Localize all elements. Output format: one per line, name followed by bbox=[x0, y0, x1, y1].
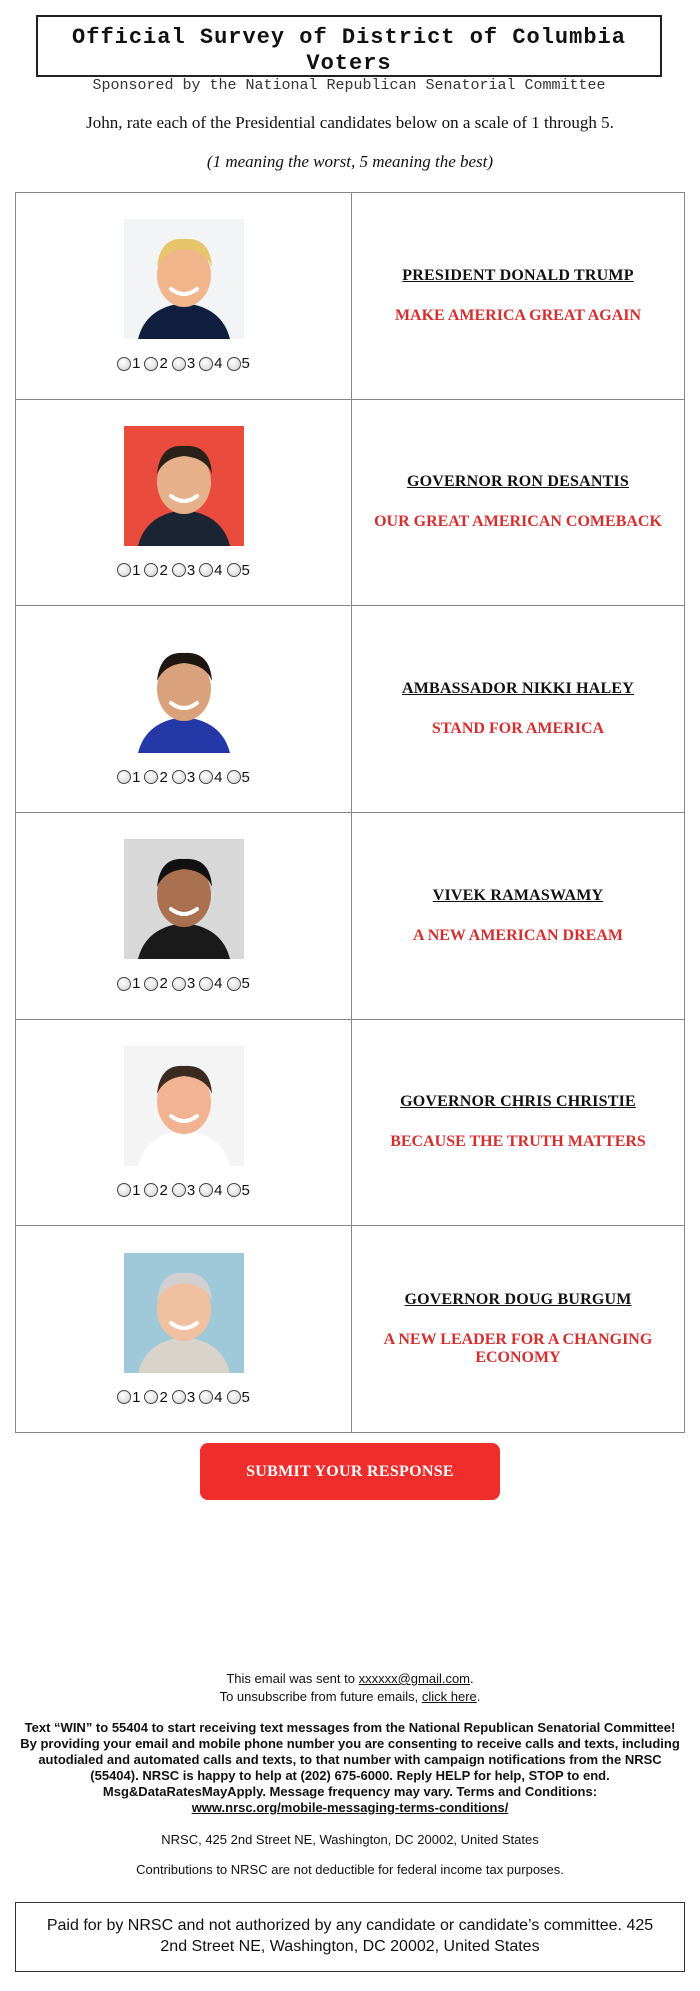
rating-option-label: 3 bbox=[186, 1181, 196, 1199]
rating-option-label: 3 bbox=[186, 975, 196, 993]
candidate-info-cell bbox=[352, 606, 685, 813]
radio-button[interactable] bbox=[144, 977, 158, 991]
radio-button[interactable] bbox=[199, 1390, 213, 1404]
radio-button[interactable] bbox=[172, 1183, 186, 1197]
submit-response-button[interactable]: SUBMIT YOUR RESPONSE bbox=[200, 1443, 500, 1500]
rating-option[interactable] bbox=[144, 975, 167, 992]
candidate-photo bbox=[124, 1253, 244, 1373]
rating-option[interactable] bbox=[172, 1389, 195, 1406]
candidate-row bbox=[16, 606, 685, 813]
candidate-row bbox=[16, 399, 685, 606]
radio-button[interactable] bbox=[144, 770, 158, 784]
rating-option-label: 1 bbox=[132, 1388, 141, 1406]
rating-option[interactable] bbox=[117, 562, 140, 579]
candidate-photo bbox=[124, 219, 244, 339]
radio-button[interactable] bbox=[199, 1183, 213, 1197]
radio-button[interactable] bbox=[199, 770, 213, 784]
radio-button[interactable] bbox=[227, 770, 241, 784]
candidate-rating-cell bbox=[16, 399, 352, 606]
candidate-row bbox=[16, 812, 685, 1019]
radio-button[interactable] bbox=[172, 770, 186, 784]
candidate-slogan: MAKE AMERICA GREAT AGAIN bbox=[394, 306, 642, 324]
radio-button[interactable] bbox=[199, 977, 213, 991]
candidate-portrait-image bbox=[124, 426, 244, 546]
candidate-slogan: OUR GREAT AMERICAN COMEBACK bbox=[374, 513, 662, 531]
candidate-photo bbox=[124, 633, 244, 753]
radio-button[interactable] bbox=[227, 977, 241, 991]
rating-radio-group bbox=[16, 769, 351, 786]
radio-button[interactable] bbox=[117, 770, 131, 784]
sent-to-prefix: This email was sent to bbox=[226, 1671, 359, 1686]
candidate-photo bbox=[124, 1046, 244, 1166]
rating-option-label: 2 bbox=[159, 561, 168, 579]
rating-option-label: 5 bbox=[241, 768, 250, 786]
rating-option[interactable] bbox=[227, 355, 250, 372]
footer-address: NRSC, 425 2nd Street NE, Washington, DC 20002, United States bbox=[161, 1832, 539, 1847]
candidate-slogan: STAND FOR AMERICA bbox=[431, 720, 605, 738]
candidate-rating-cell bbox=[16, 606, 352, 813]
rating-option[interactable] bbox=[172, 355, 195, 372]
rating-option[interactable] bbox=[227, 1182, 250, 1199]
rating-option[interactable] bbox=[172, 1182, 195, 1199]
rating-option[interactable] bbox=[117, 1182, 140, 1199]
radio-button[interactable] bbox=[172, 1390, 186, 1404]
radio-button[interactable] bbox=[117, 1183, 131, 1197]
rating-option-label: 2 bbox=[159, 1181, 168, 1199]
candidate-info-cell bbox=[352, 193, 685, 400]
candidate-rating-cell bbox=[16, 1019, 352, 1226]
rating-option-label: 1 bbox=[132, 768, 141, 786]
radio-button[interactable] bbox=[199, 357, 213, 371]
rating-option-label: 5 bbox=[241, 1388, 250, 1406]
rating-option-label: 3 bbox=[186, 355, 196, 373]
rating-option-label: 2 bbox=[159, 355, 168, 373]
rating-radio-group bbox=[16, 562, 351, 579]
unsubscribe-prefix: To unsubscribe from future emails, bbox=[219, 1689, 422, 1704]
survey-subtitle: Sponsored by the National Republican Senatorial Committee bbox=[92, 77, 606, 94]
rating-option-label: 2 bbox=[159, 768, 168, 786]
candidate-row bbox=[16, 1226, 685, 1433]
candidate-slogan: BECAUSE THE TRUTH MATTERS bbox=[390, 1133, 646, 1151]
unsubscribe-link[interactable]: click here bbox=[421, 1689, 477, 1704]
radio-button[interactable] bbox=[117, 563, 131, 577]
rating-option-label: 1 bbox=[132, 355, 141, 373]
rating-option[interactable] bbox=[172, 562, 195, 579]
radio-button[interactable] bbox=[117, 977, 131, 991]
radio-button[interactable] bbox=[172, 977, 186, 991]
rating-radio-group bbox=[16, 975, 351, 992]
rating-option-label: 1 bbox=[132, 561, 141, 579]
rating-option-label: 4 bbox=[214, 768, 223, 786]
candidate-portrait-image bbox=[124, 1046, 244, 1166]
intro-instructions: John, rate each of the Presidential candidates below on a scale of 1 through 5. bbox=[86, 113, 614, 132]
rating-option[interactable] bbox=[144, 769, 167, 786]
sent-to-suffix: . bbox=[470, 1671, 474, 1686]
radio-button[interactable] bbox=[227, 1390, 241, 1404]
candidate-name: VIVEK RAMASWAMY bbox=[432, 886, 604, 904]
rating-option[interactable] bbox=[199, 769, 222, 786]
rating-option[interactable] bbox=[144, 1389, 167, 1406]
candidate-rating-cell bbox=[16, 812, 352, 1019]
radio-button[interactable] bbox=[172, 563, 186, 577]
rating-option-label: 5 bbox=[241, 561, 250, 579]
candidate-slogan: A NEW AMERICAN DREAM bbox=[413, 926, 623, 944]
footer-recipient bbox=[0, 1670, 700, 1706]
rating-option-label: 4 bbox=[214, 1181, 223, 1199]
rating-option[interactable] bbox=[144, 355, 167, 372]
rating-radio-group bbox=[16, 1182, 351, 1199]
candidate-photo bbox=[124, 426, 244, 546]
rating-option[interactable] bbox=[227, 769, 250, 786]
candidate-name: GOVERNOR CHRIS CHRISTIE bbox=[400, 1093, 636, 1111]
candidate-name: GOVERNOR RON DESANTIS bbox=[406, 473, 629, 491]
rating-option[interactable] bbox=[227, 975, 250, 992]
radio-button[interactable] bbox=[144, 357, 158, 371]
radio-button[interactable] bbox=[144, 563, 158, 577]
rating-option[interactable] bbox=[199, 1389, 222, 1406]
rating-option[interactable] bbox=[227, 1389, 250, 1406]
rating-option-label: 4 bbox=[214, 975, 223, 993]
candidate-portrait-image bbox=[124, 633, 244, 753]
radio-button[interactable] bbox=[172, 357, 186, 371]
survey-title: Official Survey of District of Columbia Voters bbox=[72, 25, 626, 76]
candidate-info-cell bbox=[352, 1019, 685, 1226]
candidate-photo bbox=[124, 839, 244, 959]
rating-option-label: 4 bbox=[214, 1388, 223, 1406]
rating-option-label: 2 bbox=[159, 975, 168, 993]
rating-option[interactable] bbox=[199, 975, 222, 992]
candidate-rating-cell bbox=[16, 1226, 352, 1433]
radio-button[interactable] bbox=[117, 1390, 131, 1404]
radio-button[interactable] bbox=[144, 1183, 158, 1197]
sms-consent-body: Text “WIN” to 55404 to start receiving text messages from the National Republican Senatorial Committee! By providing your email and mobile phone number you are consenting to receive calls and texts, including autodialed and automated calls and texts, to that number with campaign notifications from the NRSC (55404). NRSC is happy to help at (202) 675-6000. Reply HELP for help, STOP to end. Msg&DataRatesMayApply. Message frequency may vary. Terms and Conditions: bbox=[20, 1720, 680, 1799]
rating-option[interactable] bbox=[117, 769, 140, 786]
rating-option-label: 5 bbox=[241, 355, 250, 373]
rating-option-label: 3 bbox=[186, 1388, 196, 1406]
candidate-name: AMBASSADOR NIKKI HALEY bbox=[402, 680, 634, 698]
rating-option[interactable] bbox=[172, 975, 195, 992]
paid-for-disclaimer: Paid for by NRSC and not authorized by any candidate or candidate’s committee. 425 2nd Street NE, Washington, DC 20002, United States bbox=[15, 1902, 685, 1972]
candidate-portrait-image bbox=[124, 839, 244, 959]
footer-tax-note: Contributions to NRSC are not deductible for federal income tax purposes. bbox=[136, 1862, 564, 1877]
rating-option[interactable] bbox=[117, 355, 140, 372]
rating-option[interactable] bbox=[227, 562, 250, 579]
sms-consent-text bbox=[0, 1720, 700, 1816]
rating-option[interactable] bbox=[117, 975, 140, 992]
rating-option[interactable] bbox=[144, 1182, 167, 1199]
radio-button[interactable] bbox=[199, 563, 213, 577]
radio-button[interactable] bbox=[144, 1390, 158, 1404]
rating-option-label: 5 bbox=[241, 1181, 250, 1199]
radio-button[interactable] bbox=[227, 1183, 241, 1197]
rating-radio-group bbox=[16, 355, 351, 372]
rating-option[interactable] bbox=[144, 562, 167, 579]
rating-option[interactable] bbox=[199, 1182, 222, 1199]
rating-option-label: 3 bbox=[186, 561, 196, 579]
survey-header bbox=[36, 15, 662, 94]
candidate-info-cell bbox=[352, 1226, 685, 1433]
candidate-info-cell bbox=[352, 812, 685, 1019]
candidate-portrait-image bbox=[124, 1253, 244, 1373]
candidate-table bbox=[15, 192, 685, 1433]
rating-option-label: 2 bbox=[159, 1388, 168, 1406]
candidate-info-cell bbox=[352, 399, 685, 606]
radio-button[interactable] bbox=[117, 357, 131, 371]
candidate-name: GOVERNOR DOUG BURGUM bbox=[404, 1291, 632, 1309]
unsubscribe-suffix: . bbox=[476, 1689, 481, 1704]
candidate-row bbox=[16, 1019, 685, 1226]
radio-button[interactable] bbox=[227, 357, 241, 371]
rating-option[interactable] bbox=[199, 355, 222, 372]
rating-option-label: 4 bbox=[214, 561, 223, 579]
candidate-name: PRESIDENT DONALD TRUMP bbox=[402, 266, 634, 284]
terms-conditions-link[interactable]: www.nrsc.org/mobile-messaging-terms-conditions/ bbox=[191, 1800, 509, 1815]
rating-option-label: 3 bbox=[186, 768, 196, 786]
candidate-rating-cell bbox=[16, 193, 352, 400]
candidate-slogan: A NEW LEADER FOR A CHANGING ECONOMY bbox=[383, 1331, 653, 1367]
candidate-row bbox=[16, 193, 685, 400]
radio-button[interactable] bbox=[227, 563, 241, 577]
rating-option[interactable] bbox=[172, 769, 195, 786]
rating-option-label: 5 bbox=[241, 975, 250, 993]
rating-option-label: 1 bbox=[132, 975, 141, 993]
candidate-portrait-image bbox=[124, 219, 244, 339]
recipient-email-link[interactable]: xxxxxx@gmail.com bbox=[358, 1671, 471, 1686]
rating-option-label: 4 bbox=[214, 355, 223, 373]
rating-option-label: 1 bbox=[132, 1181, 141, 1199]
intro-scale-note: (1 meaning the worst, 5 meaning the best) bbox=[206, 152, 494, 171]
rating-option[interactable] bbox=[199, 562, 222, 579]
rating-radio-group bbox=[16, 1389, 351, 1406]
rating-option[interactable] bbox=[117, 1389, 140, 1406]
